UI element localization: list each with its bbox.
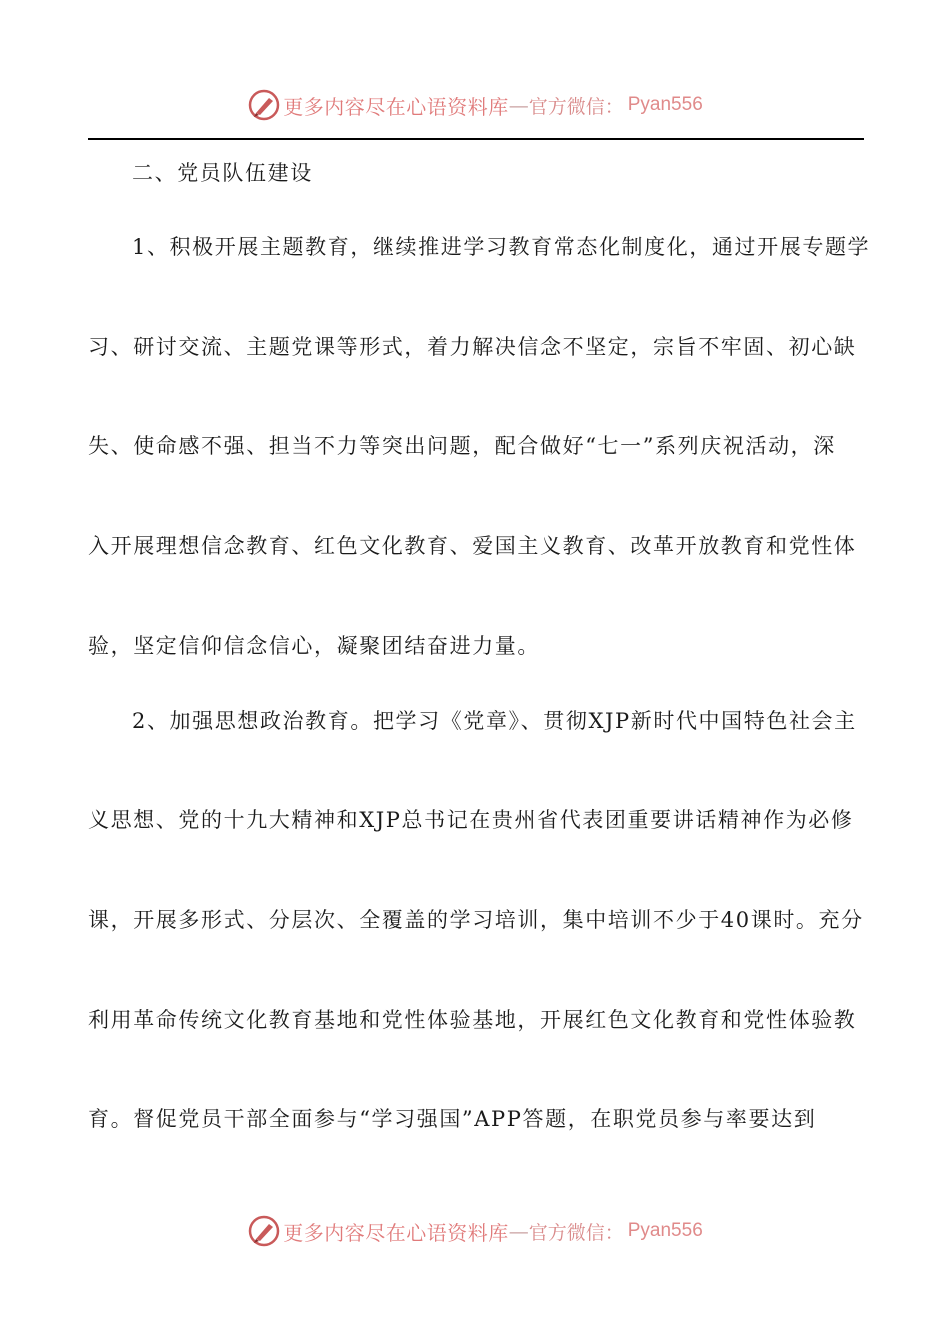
wechat-id: Pyan556	[627, 94, 703, 115]
paragraph-line: 1、积极开展主题教育，继续推进学习教育常态化制度化，通过开展专题学	[132, 235, 871, 259]
paragraph-line: 义思想、党的十九大精神和XJP总书记在贵州省代表团重要讲话精神作为必修	[88, 808, 854, 832]
banner-separator: —	[508, 1219, 529, 1243]
paragraph-line: 失、使命感不强、担当不力等突出问题，配合做好“七一”系列庆祝活动，深	[88, 434, 836, 458]
paragraph-line: 入开展理想信念教育、红色文化教育、爱国主义教育、改革开放教育和党性体	[88, 534, 857, 558]
paragraph-line: 育。督促党员干部全面参与“学习强国”APP答题，在职党员参与率要达到	[88, 1107, 817, 1131]
pen-logo-icon	[247, 1214, 281, 1248]
wechat-label: 官方微信：	[528, 1221, 624, 1244]
banner-title: 更多内容尽在心语资料库	[283, 94, 509, 119]
banner-separator: —	[508, 93, 529, 117]
paragraph-line: 验，坚定信仰信念信心，凝聚团结奋进力量。	[88, 634, 540, 658]
paragraph-line: 课，开展多形式、分层次、全覆盖的学习培训，集中培训不少于40课时。充分	[88, 908, 864, 932]
paragraph-line: 2、加强思想政治教育。把学习《党章》、贯彻XJP新时代中国特色社会主	[132, 709, 857, 733]
banner-title: 更多内容尽在心语资料库	[283, 1220, 509, 1245]
paragraph-line: 习、研讨交流、主题党课等形式，着力解决信念不坚定，宗旨不牢固、初心缺	[88, 335, 857, 359]
footer-banner	[0, 1206, 950, 1256]
pen-logo-icon	[247, 88, 281, 122]
paragraph-line: 利用革命传统文化教育基地和党性体验基地，开展红色文化教育和党性体验教	[88, 1008, 857, 1032]
header-rule	[88, 138, 864, 140]
wechat-label: 官方微信：	[528, 95, 624, 118]
header-banner	[0, 80, 950, 130]
wechat-id: Pyan556	[627, 1220, 703, 1241]
section-heading: 二、党员队伍建设	[132, 161, 313, 185]
